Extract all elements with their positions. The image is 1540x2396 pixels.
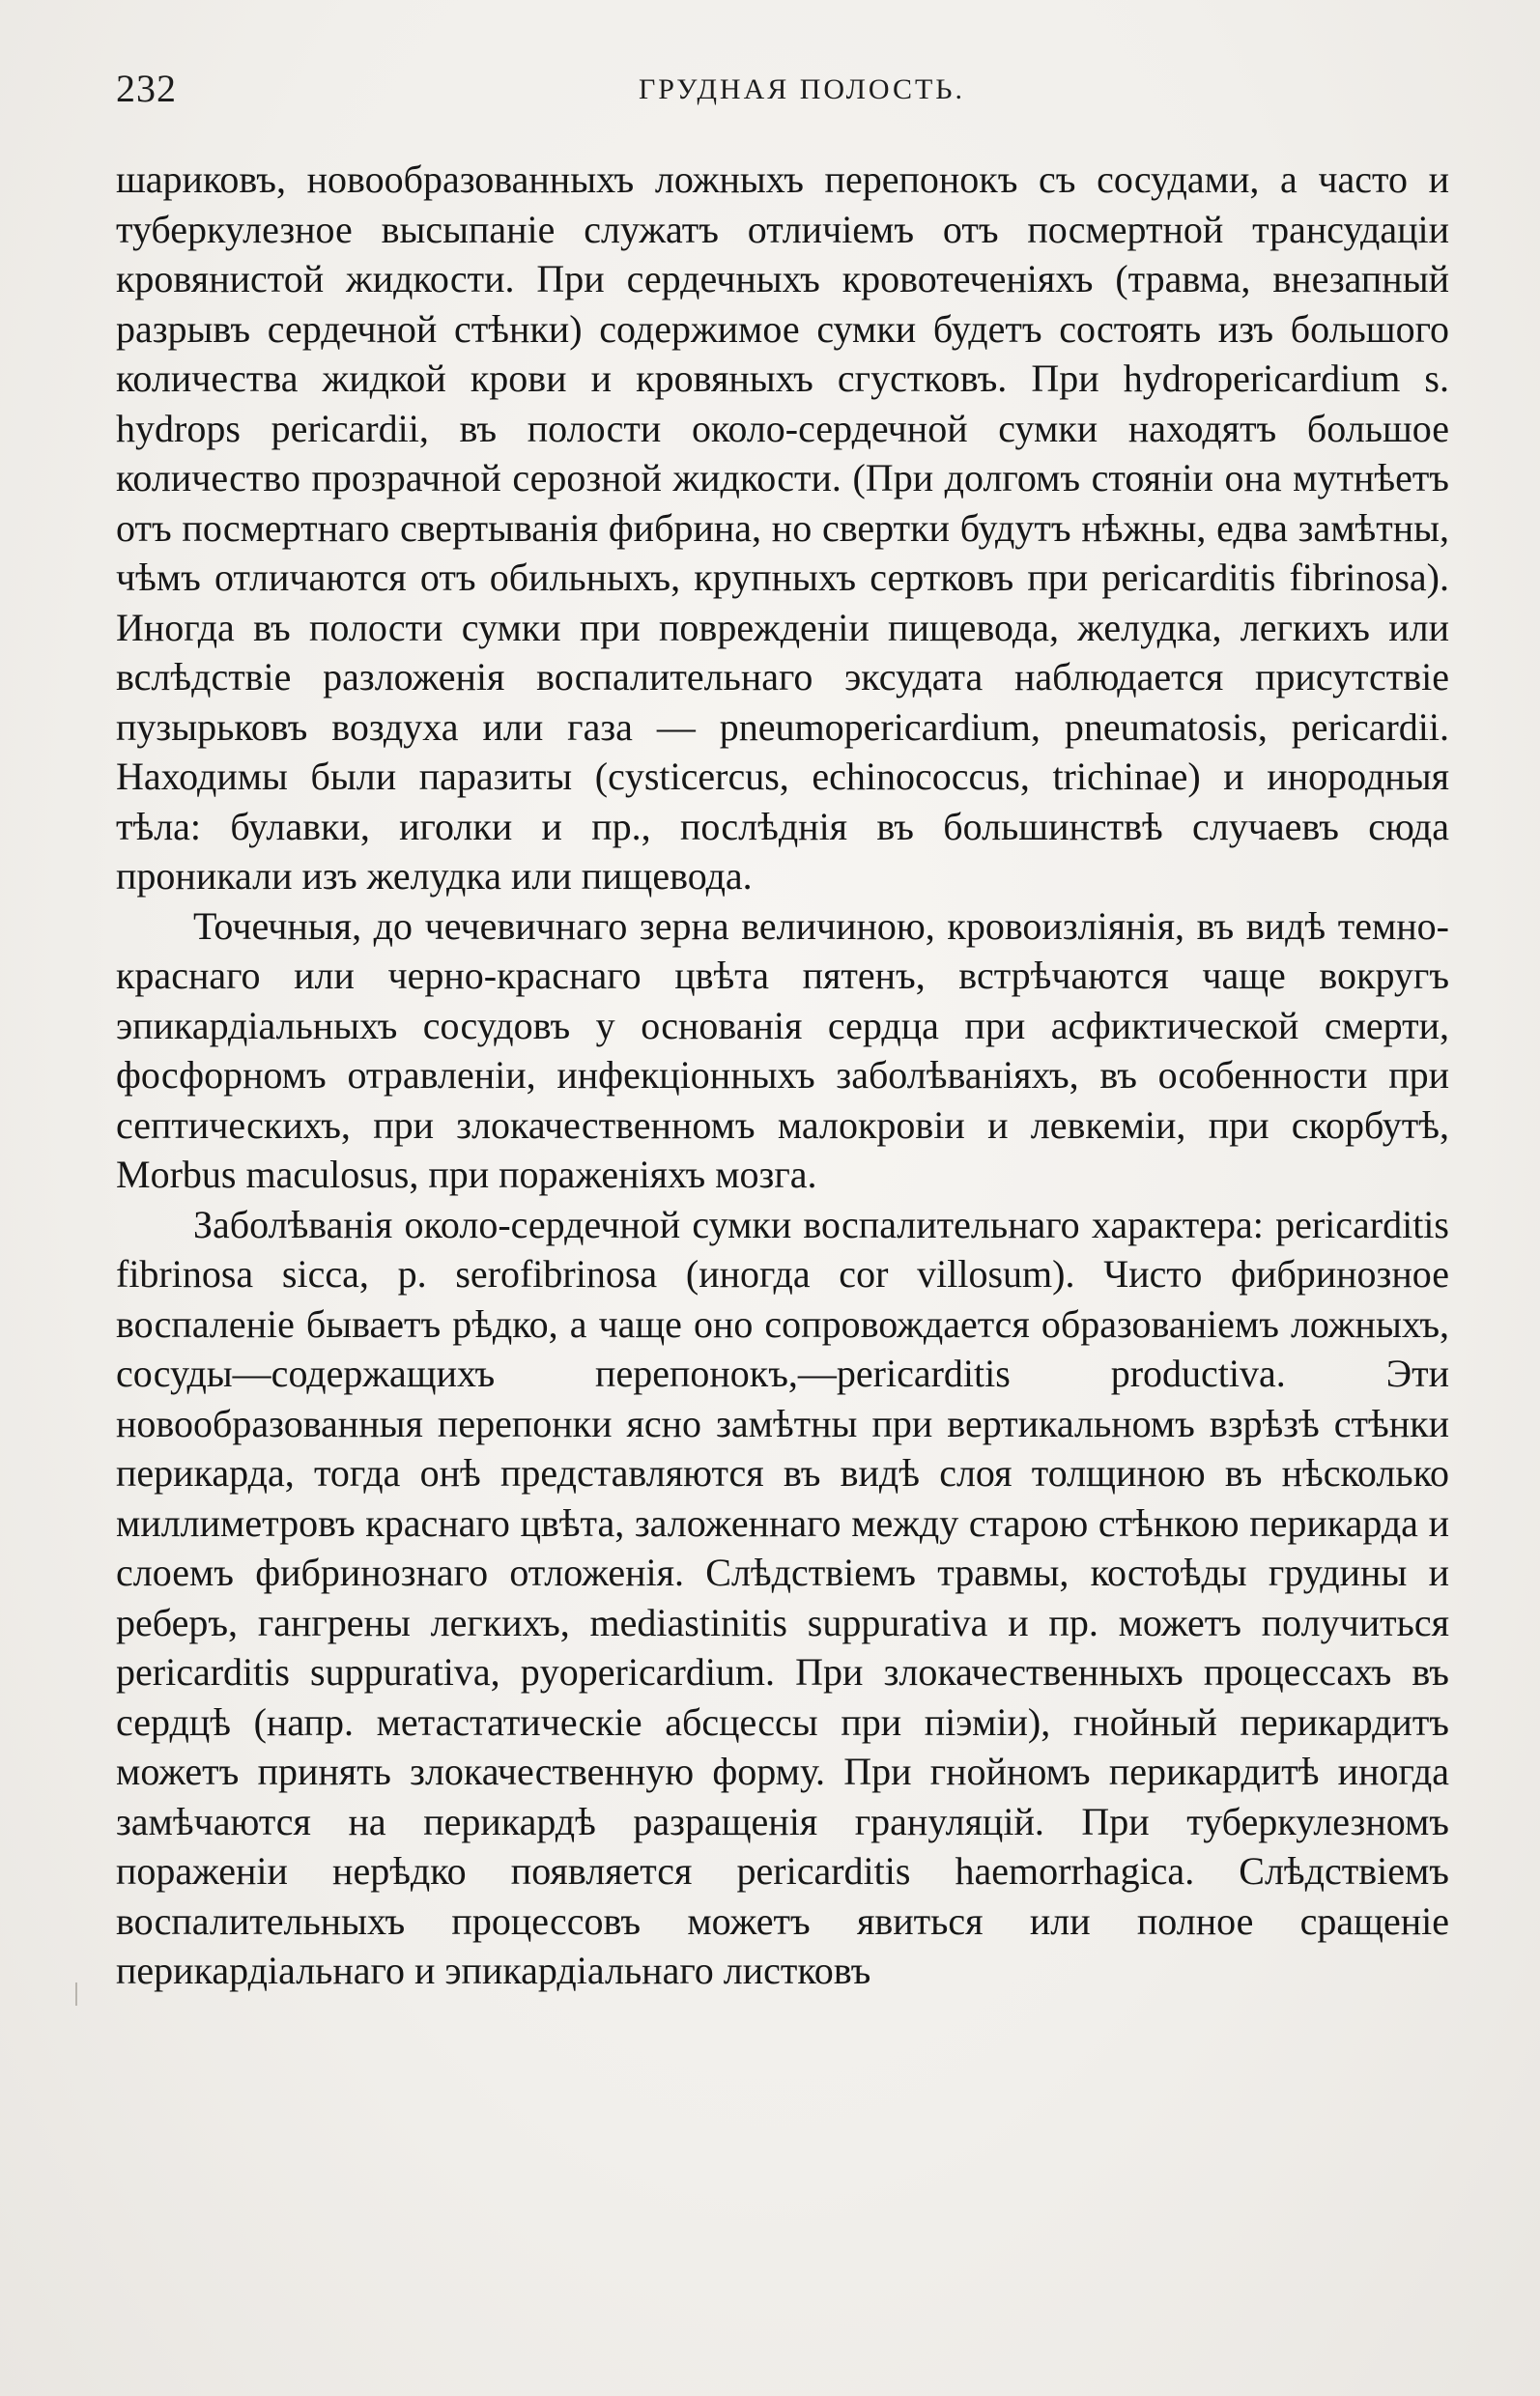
page-header <box>116 66 1449 124</box>
paragraph-continuation: шариковъ, новообразованныхъ ложныхъ перепонокъ съ сосудами, а часто и туберкулезное высыпаніе служатъ отличіемъ отъ посмертной трансудаціи кровянистой жидкости. При сердечныхъ кровотеченіяхъ (травма, внезапный разрывъ сердечной стѣнки) содержимое сумки будетъ состоять изъ большого количества жидкой крови и кровяныхъ сгустковъ. При hydropericardium s. hydrops pericardii, въ полости около-сердечной сумки находятъ большое количество прозрачной серозной жидкости. (При долгомъ стояніи она мутнѣетъ отъ посмертнаго свертыванія фибрина, но свертки будутъ нѣжны, едва замѣтны, чѣмъ отличаются отъ обильныхъ, крупныхъ сертковъ при pericarditis fibrinosa). Иногда въ полости сумки при поврежденіи пищевода, желудка, легкихъ или вслѣдствіе разложенія воспалительнаго эксудата наблюдается присутствіе пузырьковъ воздуха или газа — pneumopericardium, pneumatosis, pericardii. Находимы были паразиты (cysticercus, echinococcus, trichinae) и инородныя тѣла: булавки, иголки и пр., послѣднія въ большинствѣ случаевъ сюда проникали изъ желудка или пищевода. <box>116 157 1449 898</box>
running-title: ГРУДНАЯ ПОЛОСТЬ. <box>638 73 966 105</box>
body-text <box>116 155 1449 1996</box>
paragraph-inflammation: Заболѣванія около-сердечной сумки воспалительнаго характера: pericarditis fibrinosa sicca, p. serofibrinosa (иногда cor villosum). Чисто фибринозное воспаленіе бываетъ рѣдко, а чаще оно сопровождается образованіемъ ложныхъ, сосуды—содержащихъ перепонокъ,—pericarditis productiva. Эти новообразованныя перепонки ясно замѣтны при вертикальномъ взрѣзѣ стѣнки перикарда, тогда онѣ представляются въ видѣ слоя толщиною въ нѣсколько миллиметровъ краснаго цвѣта, заложеннаго между старою стѣнкою перикарда и слоемъ фибринознаго отложенія. Слѣдствіемъ травмы, костоѣды грудины и реберъ, гангрены легкихъ, mediastinitis suppurativa и пр. можетъ получиться pericarditis suppurativa, pyopericardium. При злокачественныхъ процессахъ въ сердцѣ (напр. метастатическіе абсцессы при піэміи), гнойный перикардитъ можетъ принять злокачественную форму. При гнойномъ перикардитѣ иногда замѣчаются на перикардѣ разращенія грануляцій. При туберкулезномъ пораженіи нерѣдко появляется pericarditis haemorrhagica. Слѣдствіемъ воспалительныхъ процессовъ можетъ явиться или полное сращеніе перикардіальнаго и эпикардіальнаго листковъ <box>116 1202 1449 1992</box>
margin-mark <box>75 1982 77 2006</box>
page-number: 232 <box>116 67 177 110</box>
paragraph-hemorrhages: Точечныя, до чечевичнаго зерна величиною, кровоизліянія, въ видѣ темно-краснаго или черно-краснаго цвѣта пятенъ, встрѣчаются чаще вокругъ эпикардіальныхъ сосудовъ у основанія сердца при асфиктической смерти, фосфорномъ отравленіи, инфекціонныхъ заболѣваніяхъ, въ особенности при септическихъ, при злокачественномъ малокровіи и левкеміи, при скорбутѣ, Morbus maculosus, при пораженіяхъ мозга. <box>116 903 1449 1196</box>
